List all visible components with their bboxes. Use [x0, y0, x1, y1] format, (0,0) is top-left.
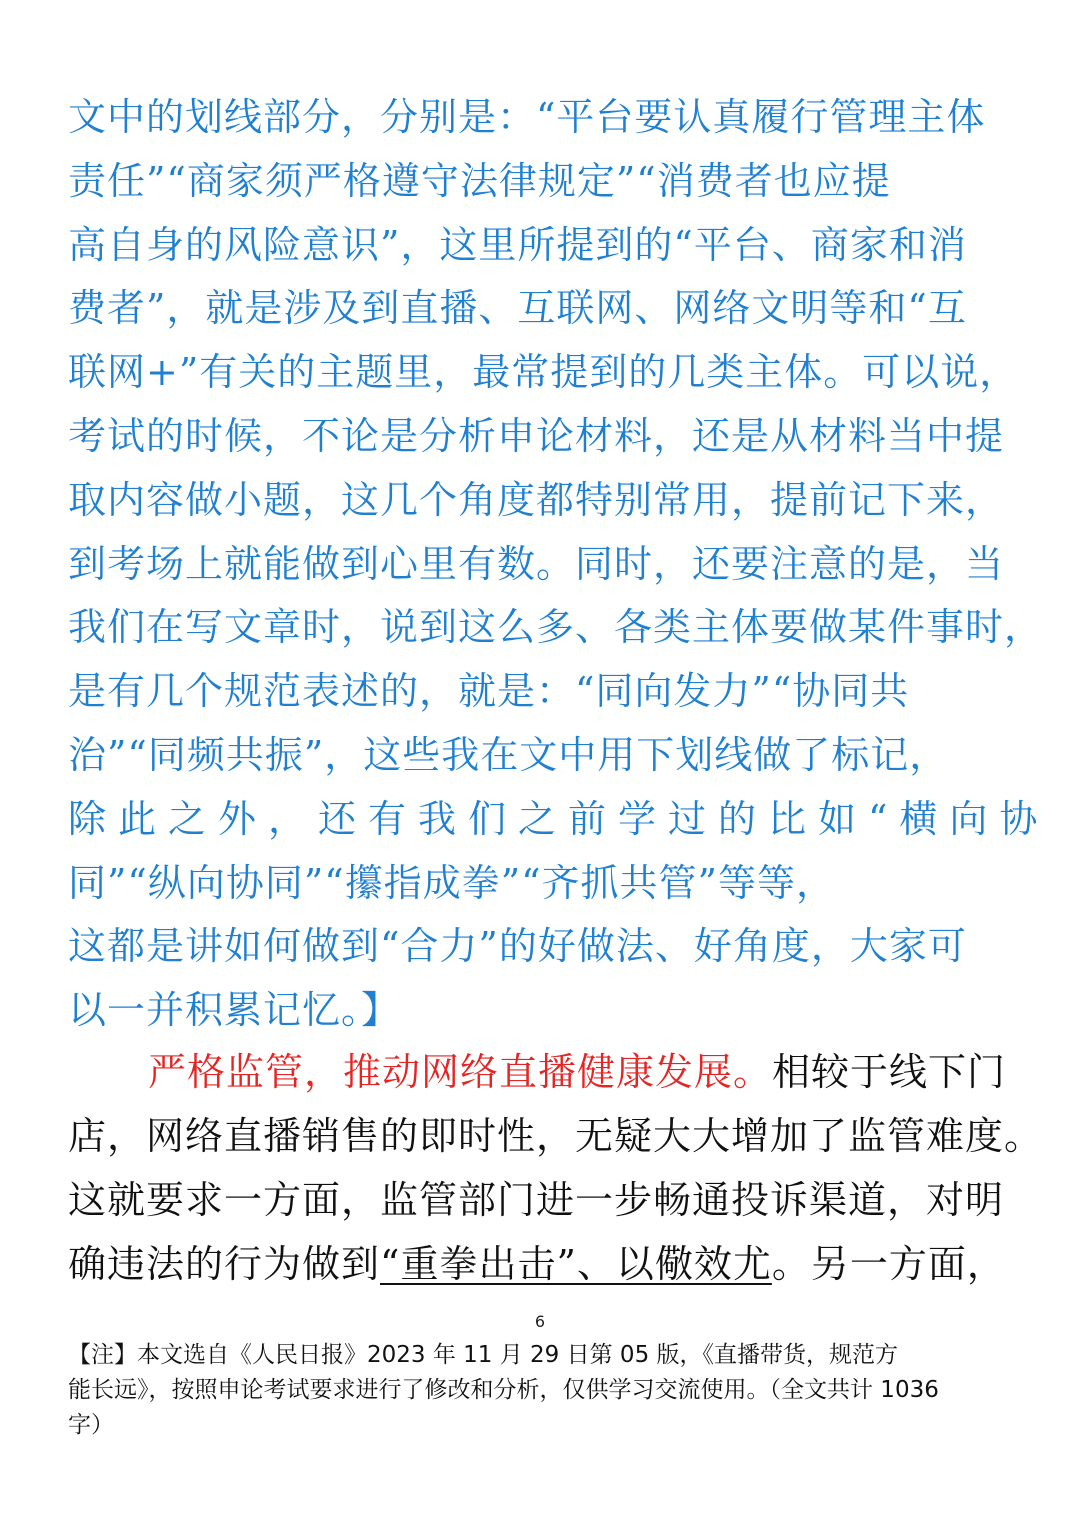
- commentary-line-2: 责任”“商家须严格遵守法律规定”“消费者也应提: [68, 158, 891, 203]
- section-heading: 严格监管，推动网络直播健康发展。: [148, 1050, 773, 1094]
- commentary-line-5: 联网+”有关的主题里，最常提到的几类主体。可以说，: [68, 350, 1019, 395]
- analysis-commentary: [68, 86, 1050, 1043]
- commentary-line-10: 是有几个规范表述的，就是：“同向发力”“协同共: [68, 669, 910, 714]
- commentary-line-12: 除此之外，还有我们之前学过的比如“横向协: [68, 796, 1050, 841]
- body-paragraph: [68, 1040, 1044, 1296]
- commentary-line-4: 费者”，就是涉及到直播、互联网、网络文明等和“互: [68, 286, 967, 331]
- commentary-line-6: 考试的时候，不论是分析申论材料，还是从材料当中提: [68, 413, 1005, 458]
- footnote-line-2: 能长远》，按照申论考试要求进行了修改和分析，仅供学习交流使用。（全文共计 1036: [68, 1377, 939, 1403]
- commentary-line-8: 到考场上就能做到心里有数。同时，还要注意的是，当: [68, 541, 1005, 586]
- body-line-2: 店，网络直播销售的即时性，无疑大大增加了监管难度。: [68, 1114, 1044, 1158]
- commentary-line-15: 以一并积累记忆。】: [68, 988, 401, 1033]
- underlined-phrase: “重拳出击”、以儆效尤: [380, 1242, 772, 1286]
- footnote: [68, 1338, 1018, 1443]
- page-number: 6: [534, 1312, 546, 1331]
- commentary-line-13: 同”“纵向协同”“攥指成拳”“齐抓共管”等等，: [68, 860, 835, 905]
- commentary-line-3: 高自身的风险意识”，这里所提到的“平台、商家和消: [68, 222, 967, 267]
- commentary-line-14: 这都是讲如何做到“合力”的好做法、好角度，大家可: [68, 924, 967, 969]
- body-line-1-rest: 相较于线下门: [772, 1050, 1007, 1094]
- body-line-4: [68, 1232, 1018, 1296]
- body-line-4-post: 。另一方面，: [771, 1242, 1006, 1286]
- commentary-line-11: 治”“同频共振”，这些我在文中用下划线做了标记，: [68, 732, 949, 777]
- commentary-line-7: 取内容做小题，这几个角度都特别常用，提前记下来，: [68, 477, 1005, 522]
- body-line-3: 这就要求一方面，监管部门进一步畅通投诉渠道，对明: [68, 1178, 1005, 1222]
- commentary-line-9: 我们在写文章时，说到这么多、各类主体要做某件事时，: [68, 605, 1044, 650]
- footnote-line-1: 【注】本文选自《人民日报》2023 年 11 月 29 日第 05 版，《直播带货，规范方: [68, 1342, 899, 1368]
- footnote-line-3: 字）: [68, 1412, 114, 1438]
- body-line-4-pre: 确违法的行为做到: [68, 1242, 381, 1286]
- commentary-line-1: 文中的划线部分，分别是：“平台要认真履行管理主体: [68, 95, 986, 139]
- body-line-1: [68, 1040, 1018, 1104]
